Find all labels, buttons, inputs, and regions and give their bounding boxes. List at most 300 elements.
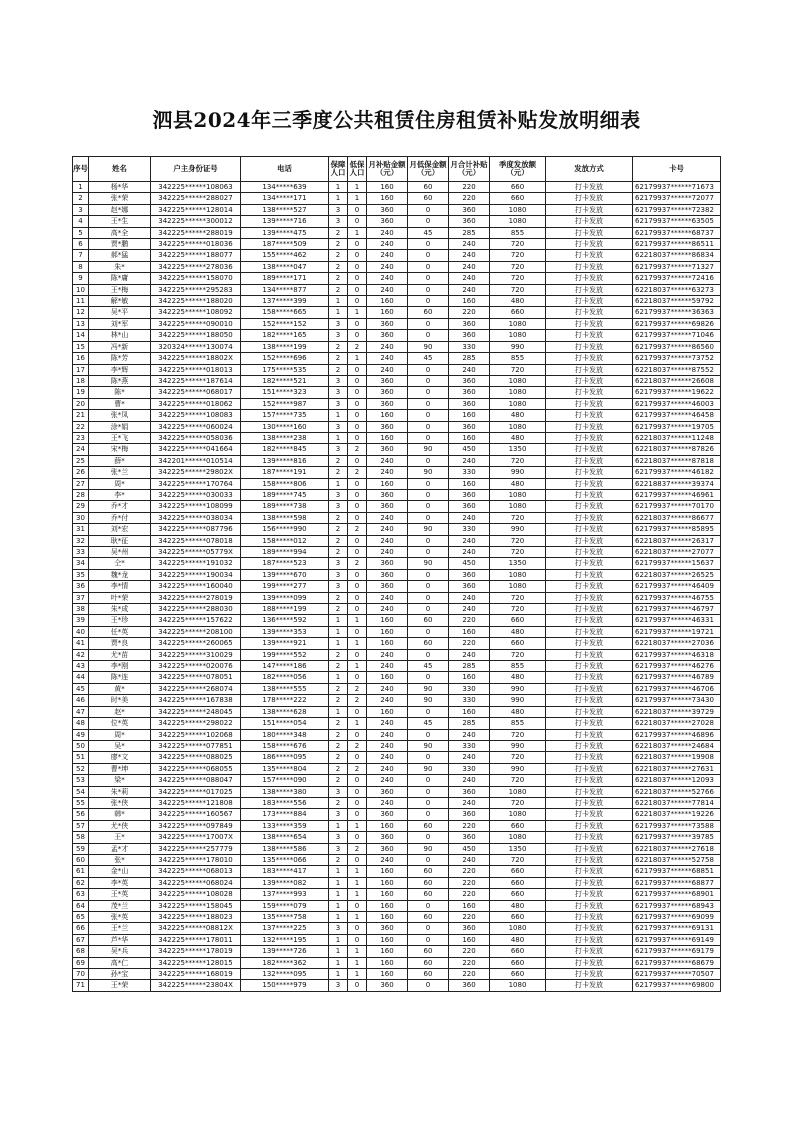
cell-monthly-total: 240 — [449, 273, 490, 284]
table-row — [73, 832, 721, 843]
subsidy-table — [72, 156, 721, 992]
cell-monthly-subsidy: 240 — [367, 604, 408, 615]
cell-name: 宋*梅 — [89, 444, 151, 455]
cell-monthly-low-income: 60 — [408, 182, 449, 193]
cell-name: 吴*州 — [89, 547, 151, 558]
cell-monthly-total: 220 — [449, 820, 490, 831]
cell-insured-people: 1 — [329, 877, 348, 888]
cell-monthly-low-income: 0 — [408, 775, 449, 786]
cell-insured-people: 2 — [329, 729, 348, 740]
cell-monthly-subsidy: 160 — [367, 432, 408, 443]
cell-monthly-total: 360 — [449, 375, 490, 386]
cell-low-income-people: 1 — [348, 227, 367, 238]
cell-insured-people: 3 — [329, 489, 348, 500]
cell-monthly-subsidy: 240 — [367, 227, 408, 238]
cell-quarterly-amount: 720 — [490, 547, 546, 558]
cell-phone: 178*****222 — [241, 695, 329, 706]
cell-index: 7 — [73, 250, 89, 261]
cell-monthly-low-income: 0 — [408, 421, 449, 432]
cell-quarterly-amount: 480 — [490, 934, 546, 945]
cell-index: 34 — [73, 558, 89, 569]
table-row — [73, 330, 721, 341]
cell-monthly-total: 450 — [449, 843, 490, 854]
cell-quarterly-amount: 720 — [490, 775, 546, 786]
cell-monthly-low-income: 0 — [408, 569, 449, 580]
cell-id-number: 342225******278019 — [151, 592, 241, 603]
cell-id-number: 342225******178011 — [151, 934, 241, 945]
cell-card-number: 62218037******26317 — [633, 535, 721, 546]
cell-monthly-low-income: 0 — [408, 797, 449, 808]
page-title: 泗县2024年三季度公共租赁住房租赁补贴发放明细表 — [152, 108, 641, 132]
cell-card-number: 62179937******72382 — [633, 204, 721, 215]
cell-name: 廖*文 — [89, 752, 151, 763]
cell-card-number: 62218037******11248 — [633, 432, 721, 443]
cell-card-number: 62218037******19908 — [633, 752, 721, 763]
cell-phone: 187*****509 — [241, 239, 329, 250]
table-row — [73, 957, 721, 968]
cell-low-income-people: 0 — [348, 284, 367, 295]
cell-card-number: 62218037******87826 — [633, 444, 721, 455]
cell-payment-method: 打卡发放 — [546, 341, 633, 352]
header-monthly-subsidy: 月补贴金额（元） — [367, 157, 408, 182]
cell-monthly-low-income: 45 — [408, 718, 449, 729]
cell-monthly-low-income: 0 — [408, 261, 449, 272]
cell-monthly-total: 360 — [449, 330, 490, 341]
cell-id-number: 342225******257779 — [151, 843, 241, 854]
cell-id-number: 342225******188023 — [151, 912, 241, 923]
cell-insured-people: 1 — [329, 889, 348, 900]
cell-id-number: 342225******300012 — [151, 216, 241, 227]
cell-name: 王*兰 — [89, 923, 151, 934]
cell-card-number: 62179937******69179 — [633, 946, 721, 957]
cell-monthly-low-income: 90 — [408, 695, 449, 706]
cell-payment-method: 打卡发放 — [546, 649, 633, 660]
cell-monthly-subsidy: 240 — [367, 455, 408, 466]
table-row — [73, 604, 721, 615]
cell-name: 魏*龙 — [89, 569, 151, 580]
table-row — [73, 227, 721, 238]
header-id-number: 户主身份证号 — [151, 157, 241, 182]
cell-monthly-low-income: 0 — [408, 729, 449, 740]
cell-low-income-people: 1 — [348, 182, 367, 193]
cell-monthly-total: 330 — [449, 341, 490, 352]
cell-name: 尤*侠 — [89, 820, 151, 831]
cell-monthly-low-income: 0 — [408, 934, 449, 945]
cell-quarterly-amount: 1080 — [490, 398, 546, 409]
cell-insured-people: 3 — [329, 204, 348, 215]
cell-name: 陈*芳 — [89, 353, 151, 364]
cell-id-number: 342225******188077 — [151, 250, 241, 261]
cell-low-income-people: 0 — [348, 854, 367, 865]
table-row — [73, 307, 721, 318]
cell-name: 黄* — [89, 683, 151, 694]
cell-monthly-subsidy: 360 — [367, 501, 408, 512]
table-row — [73, 204, 721, 215]
cell-id-number: 342225******088025 — [151, 752, 241, 763]
cell-monthly-subsidy: 240 — [367, 649, 408, 660]
cell-id-number: 342225******29802X — [151, 467, 241, 478]
cell-monthly-total: 220 — [449, 889, 490, 900]
cell-monthly-total: 360 — [449, 501, 490, 512]
cell-monthly-low-income: 0 — [408, 752, 449, 763]
cell-id-number: 342225******187614 — [151, 375, 241, 386]
cell-monthly-subsidy: 160 — [367, 410, 408, 421]
cell-phone: 147*****186 — [241, 661, 329, 672]
cell-insured-people: 1 — [329, 638, 348, 649]
cell-payment-method: 打卡发放 — [546, 866, 633, 877]
cell-payment-method: 打卡发放 — [546, 581, 633, 592]
cell-monthly-low-income: 0 — [408, 854, 449, 865]
cell-card-number: 62179937******36363 — [633, 307, 721, 318]
cell-payment-method: 打卡发放 — [546, 969, 633, 980]
cell-index: 50 — [73, 740, 89, 751]
cell-monthly-subsidy: 160 — [367, 296, 408, 307]
cell-low-income-people: 0 — [348, 706, 367, 717]
cell-quarterly-amount: 720 — [490, 261, 546, 272]
cell-monthly-subsidy: 240 — [367, 775, 408, 786]
cell-quarterly-amount: 990 — [490, 467, 546, 478]
cell-low-income-people: 0 — [348, 512, 367, 523]
cell-name: 王*飞 — [89, 432, 151, 443]
cell-payment-method: 打卡发放 — [546, 512, 633, 523]
cell-phone: 173*****884 — [241, 809, 329, 820]
cell-monthly-subsidy: 240 — [367, 364, 408, 375]
cell-card-number: 62179937******69826 — [633, 318, 721, 329]
cell-insured-people: 2 — [329, 524, 348, 535]
cell-monthly-total: 220 — [449, 182, 490, 193]
table-row — [73, 535, 721, 546]
cell-id-number: 342225******038034 — [151, 512, 241, 523]
cell-card-number: 62179937******46961 — [633, 489, 721, 500]
cell-name: 张*凤 — [89, 410, 151, 421]
cell-phone: 139*****099 — [241, 592, 329, 603]
table-row — [73, 261, 721, 272]
table-header-row — [73, 157, 721, 182]
cell-name: 周* — [89, 478, 151, 489]
cell-phone: 188*****199 — [241, 604, 329, 615]
table-row — [73, 649, 721, 660]
cell-monthly-low-income: 45 — [408, 661, 449, 672]
table-row — [73, 866, 721, 877]
cell-monthly-total: 240 — [449, 775, 490, 786]
cell-monthly-low-income: 0 — [408, 364, 449, 375]
cell-quarterly-amount: 660 — [490, 866, 546, 877]
cell-monthly-low-income: 0 — [408, 581, 449, 592]
cell-name: 张*兰 — [89, 467, 151, 478]
cell-phone: 152*****152 — [241, 318, 329, 329]
cell-index: 33 — [73, 547, 89, 558]
cell-monthly-total: 220 — [449, 912, 490, 923]
cell-card-number: 62179937******71673 — [633, 182, 721, 193]
cell-index: 5 — [73, 227, 89, 238]
cell-payment-method: 打卡发放 — [546, 524, 633, 535]
cell-name: 张*荣 — [89, 193, 151, 204]
cell-phone: 138*****628 — [241, 706, 329, 717]
cell-payment-method: 打卡发放 — [546, 364, 633, 375]
cell-monthly-total: 160 — [449, 626, 490, 637]
cell-id-number: 342225******288030 — [151, 604, 241, 615]
cell-id-number: 342225******041664 — [151, 444, 241, 455]
cell-insured-people: 2 — [329, 273, 348, 284]
cell-quarterly-amount: 660 — [490, 820, 546, 831]
cell-quarterly-amount: 1080 — [490, 387, 546, 398]
cell-monthly-subsidy: 360 — [367, 204, 408, 215]
cell-monthly-low-income: 0 — [408, 832, 449, 843]
cell-monthly-low-income: 60 — [408, 969, 449, 980]
cell-name: 陈*燕 — [89, 375, 151, 386]
cell-monthly-subsidy: 360 — [367, 581, 408, 592]
cell-name: 吴* — [89, 740, 151, 751]
cell-monthly-low-income: 0 — [408, 398, 449, 409]
cell-monthly-low-income: 90 — [408, 558, 449, 569]
cell-phone: 139*****716 — [241, 216, 329, 227]
cell-name: 韩* — [89, 809, 151, 820]
cell-low-income-people: 1 — [348, 969, 367, 980]
cell-name: 张* — [89, 854, 151, 865]
cell-name: 朱* — [89, 261, 151, 272]
table-row — [73, 353, 721, 364]
cell-monthly-subsidy: 160 — [367, 478, 408, 489]
cell-insured-people: 1 — [329, 672, 348, 683]
cell-low-income-people: 1 — [348, 866, 367, 877]
cell-quarterly-amount: 480 — [490, 296, 546, 307]
cell-index: 42 — [73, 649, 89, 660]
table-row — [73, 752, 721, 763]
table-row — [73, 695, 721, 706]
cell-payment-method: 打卡发放 — [546, 250, 633, 261]
cell-card-number: 62179937******46276 — [633, 661, 721, 672]
cell-monthly-total: 240 — [449, 455, 490, 466]
table-row — [73, 364, 721, 375]
cell-id-number: 342225******160040 — [151, 581, 241, 592]
cell-name: 乔*才 — [89, 501, 151, 512]
cell-name: 孟*才 — [89, 843, 151, 854]
cell-insured-people: 3 — [329, 980, 348, 991]
cell-index: 38 — [73, 604, 89, 615]
cell-monthly-subsidy: 240 — [367, 353, 408, 364]
cell-payment-method: 打卡发放 — [546, 786, 633, 797]
cell-insured-people: 3 — [329, 809, 348, 820]
cell-id-number: 342225******020076 — [151, 661, 241, 672]
cell-id-number: 342225******260065 — [151, 638, 241, 649]
cell-low-income-people: 0 — [348, 923, 367, 934]
cell-name: 陈*连 — [89, 672, 151, 683]
cell-id-number: 342225******268074 — [151, 683, 241, 694]
cell-phone: 189*****994 — [241, 547, 329, 558]
cell-id-number: 342225******087796 — [151, 524, 241, 535]
cell-monthly-low-income: 60 — [408, 946, 449, 957]
cell-id-number: 342225******298022 — [151, 718, 241, 729]
cell-low-income-people: 0 — [348, 832, 367, 843]
cell-monthly-subsidy: 240 — [367, 273, 408, 284]
cell-low-income-people: 0 — [348, 581, 367, 592]
cell-monthly-low-income: 90 — [408, 444, 449, 455]
cell-insured-people: 1 — [329, 912, 348, 923]
cell-card-number: 62218037******59792 — [633, 296, 721, 307]
cell-id-number: 342225******08812X — [151, 923, 241, 934]
cell-monthly-low-income: 45 — [408, 227, 449, 238]
cell-card-number: 62179937******46755 — [633, 592, 721, 603]
cell-name: 任*英 — [89, 626, 151, 637]
cell-payment-method: 打卡发放 — [546, 934, 633, 945]
cell-card-number: 62179937******46318 — [633, 649, 721, 660]
cell-monthly-low-income: 0 — [408, 706, 449, 717]
cell-phone: 158*****676 — [241, 740, 329, 751]
cell-quarterly-amount: 480 — [490, 410, 546, 421]
cell-quarterly-amount: 1080 — [490, 330, 546, 341]
cell-index: 14 — [73, 330, 89, 341]
header-index: 序号 — [73, 157, 89, 182]
cell-payment-method: 打卡发放 — [546, 638, 633, 649]
cell-phone: 183*****556 — [241, 797, 329, 808]
cell-low-income-people: 2 — [348, 695, 367, 706]
cell-id-number: 342225******188020 — [151, 296, 241, 307]
table-row — [73, 843, 721, 854]
cell-payment-method: 打卡发放 — [546, 912, 633, 923]
table-row — [73, 296, 721, 307]
cell-monthly-low-income: 0 — [408, 672, 449, 683]
cell-card-number: 62179937******69131 — [633, 923, 721, 934]
cell-phone: 189*****738 — [241, 501, 329, 512]
cell-monthly-low-income: 45 — [408, 353, 449, 364]
cell-card-number: 62179937******46458 — [633, 410, 721, 421]
cell-payment-method: 打卡发放 — [546, 980, 633, 991]
cell-monthly-subsidy: 160 — [367, 672, 408, 683]
cell-low-income-people: 0 — [348, 364, 367, 375]
cell-quarterly-amount: 660 — [490, 946, 546, 957]
cell-index: 58 — [73, 832, 89, 843]
cell-id-number: 342225******068055 — [151, 763, 241, 774]
cell-payment-method: 打卡发放 — [546, 775, 633, 786]
cell-id-number: 342225******17007X — [151, 832, 241, 843]
table-row — [73, 444, 721, 455]
cell-monthly-low-income: 0 — [408, 626, 449, 637]
cell-name: 薛* — [89, 455, 151, 466]
cell-card-number: 62179937******73588 — [633, 820, 721, 831]
cell-monthly-low-income: 0 — [408, 318, 449, 329]
cell-phone: 182*****521 — [241, 375, 329, 386]
cell-quarterly-amount: 660 — [490, 957, 546, 968]
cell-insured-people: 3 — [329, 216, 348, 227]
cell-id-number: 342225******058036 — [151, 432, 241, 443]
cell-quarterly-amount: 1080 — [490, 569, 546, 580]
cell-insured-people: 1 — [329, 706, 348, 717]
cell-name: 王* — [89, 832, 151, 843]
cell-id-number: 342225******121808 — [151, 797, 241, 808]
cell-id-number: 342225******190034 — [151, 569, 241, 580]
cell-insured-people: 2 — [329, 763, 348, 774]
cell-card-number: 62179937******68877 — [633, 877, 721, 888]
cell-monthly-low-income: 0 — [408, 604, 449, 615]
cell-low-income-people: 0 — [348, 672, 367, 683]
cell-low-income-people: 0 — [348, 239, 367, 250]
cell-phone: 138*****555 — [241, 683, 329, 694]
header-phone: 电话 — [241, 157, 329, 182]
cell-index: 2 — [73, 193, 89, 204]
cell-index: 30 — [73, 512, 89, 523]
cell-monthly-total: 160 — [449, 706, 490, 717]
cell-card-number: 62179937******71046 — [633, 330, 721, 341]
cell-monthly-total: 285 — [449, 353, 490, 364]
cell-monthly-subsidy: 360 — [367, 558, 408, 569]
cell-low-income-people: 0 — [348, 455, 367, 466]
cell-id-number: 342225******23804X — [151, 980, 241, 991]
cell-monthly-low-income: 0 — [408, 923, 449, 934]
cell-id-number: 342225******158070 — [151, 273, 241, 284]
cell-monthly-low-income: 0 — [408, 375, 449, 386]
cell-low-income-people: 0 — [348, 432, 367, 443]
cell-quarterly-amount: 660 — [490, 307, 546, 318]
table-row — [73, 615, 721, 626]
table-row — [73, 797, 721, 808]
cell-id-number: 320324******130074 — [151, 341, 241, 352]
cell-phone: 189*****171 — [241, 273, 329, 284]
cell-low-income-people: 1 — [348, 912, 367, 923]
cell-quarterly-amount: 720 — [490, 364, 546, 375]
cell-phone: 134*****639 — [241, 182, 329, 193]
cell-index: 43 — [73, 661, 89, 672]
cell-monthly-total: 220 — [449, 946, 490, 957]
cell-monthly-low-income: 60 — [408, 957, 449, 968]
cell-payment-method: 打卡发放 — [546, 889, 633, 900]
header-monthly-low-income: 月低保金额（元） — [408, 157, 449, 182]
cell-index: 10 — [73, 284, 89, 295]
table-row — [73, 877, 721, 888]
cell-monthly-total: 360 — [449, 489, 490, 500]
cell-quarterly-amount: 720 — [490, 752, 546, 763]
cell-name: 李*英 — [89, 877, 151, 888]
cell-name: 周* — [89, 729, 151, 740]
cell-phone: 158*****806 — [241, 478, 329, 489]
cell-quarterly-amount: 660 — [490, 969, 546, 980]
cell-monthly-low-income: 90 — [408, 740, 449, 751]
cell-name: 朱*成 — [89, 604, 151, 615]
cell-insured-people: 3 — [329, 581, 348, 592]
header-card-number: 卡号 — [633, 157, 721, 182]
cell-index: 36 — [73, 581, 89, 592]
cell-low-income-people: 0 — [348, 296, 367, 307]
cell-monthly-subsidy: 240 — [367, 239, 408, 250]
cell-id-number: 342225******167838 — [151, 695, 241, 706]
cell-insured-people: 2 — [329, 854, 348, 865]
cell-low-income-people: 0 — [348, 375, 367, 386]
cell-monthly-subsidy: 240 — [367, 512, 408, 523]
cell-payment-method: 打卡发放 — [546, 421, 633, 432]
cell-payment-method: 打卡发放 — [546, 387, 633, 398]
cell-phone: 137*****993 — [241, 889, 329, 900]
cell-card-number: 62218037******87818 — [633, 455, 721, 466]
cell-quarterly-amount: 720 — [490, 729, 546, 740]
cell-low-income-people: 0 — [348, 809, 367, 820]
table-row — [73, 729, 721, 740]
cell-card-number: 62179937******68851 — [633, 866, 721, 877]
cell-index: 27 — [73, 478, 89, 489]
cell-index: 56 — [73, 809, 89, 820]
cell-monthly-low-income: 0 — [408, 786, 449, 797]
cell-monthly-subsidy: 160 — [367, 946, 408, 957]
cell-index: 49 — [73, 729, 89, 740]
cell-monthly-subsidy: 240 — [367, 250, 408, 261]
cell-monthly-total: 360 — [449, 786, 490, 797]
cell-name: 赵* — [89, 706, 151, 717]
cell-payment-method: 打卡发放 — [546, 489, 633, 500]
cell-name: 张*侠 — [89, 797, 151, 808]
cell-monthly-subsidy: 240 — [367, 592, 408, 603]
cell-monthly-total: 240 — [449, 284, 490, 295]
cell-card-number: 62218037******24684 — [633, 740, 721, 751]
cell-payment-method: 打卡发放 — [546, 820, 633, 831]
cell-quarterly-amount: 855 — [490, 227, 546, 238]
